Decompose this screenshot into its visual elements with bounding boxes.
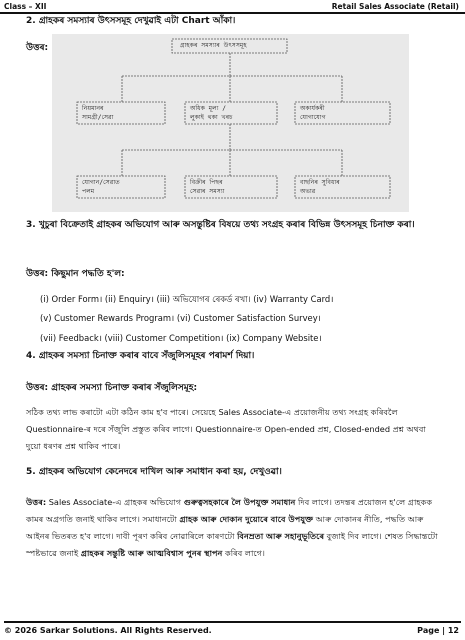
answer-3-label: উত্তৰ: কিছুমান পদ্ধতি হ'ল: [26,269,125,279]
page-footer [0,620,465,640]
answer-4-body: সঠিক তথ্য লাভ কৰাটো এটা কঠিন কাম হ'ব পাৰে। সেয়েহে Sales Associate-এ প্ৰয়োজনীয় তথ্য সংগ্ৰহ কৰিবলৈ Questionnaire-ৰ দৰে সঁজুলি প্ৰস্তুত কৰিব লাগে। Questionnaire-ত Open-ended প্ৰশ্ন, Closed-ended প্ৰশ্ন অথবা দুয়ো ধৰণৰ প্ৰশ্ন থাকিব পাৰে। [26,407,426,451]
subject-label: Retail Sales Associate (Retail) [331,2,459,11]
page-header [0,0,465,14]
chart-node-low-quality: নিয়মানৰ সামগ্ৰী/সেৱা [82,105,114,121]
answer-2-label: উত্তৰ: [26,43,49,53]
question-4: 4. গ্ৰাহকৰ সমস্যা চিনাক্ত কৰাৰ বাবে সঁজুলিসমূহৰ পৰামৰ্শ দিয়া। [26,351,255,361]
chart-node-high-price: অধিক মূল্য / লুকাই থকা খৰচ [190,105,233,121]
chart-node-poor-communication: অকাৰ্যকৰী যোগাযোগ [300,105,326,121]
methods-line-1: (i) Order Form। (ii) Enquiry। (iii) অভিযোগৰ ৰেকৰ্ড ৰখা। (iv) Warranty Card। [40,294,334,304]
answer-5-body: উত্তৰ: Sales Associate-এ গ্ৰাহকৰ অভিযোগ গুৰুত্বসহকাৰে লৈ উপযুক্ত সমাধান দিব লাগে। তদন্তৰ প্ৰয়োজন হ'লে গ্ৰাহকক কামৰ অগ্ৰগতি জনাই থাকিব লাগে। সমাধানটো গ্ৰাহক আৰু দোকান দুয়োৰে বাবে উপযুক্ত আৰু দোকানৰ নীতি, পদ্ধতি আৰু আইনৰ ভিতৰত হ'ব লাগে। দাবী পূৰণ কৰিব নোৱাৰিলে কাৰণটো বিনম্ৰতা আৰু সহানুভূতিৰে বুজাই দিব লাগে। শেষত সিদ্ধান্তটো স্পষ্টভাৱে জনাই গ্ৰাহকৰ সন্তুষ্টি আৰু আত্মবিশ্বাস পুনৰ স্থাপন কৰিব লাগে। [26,497,438,558]
chart-node-delivery-delay: যোগান/সেৱাত পলম [82,179,120,195]
methods-line-3: (vii) Feedback। (viii) Customer Competition। (ix) Company Website। [40,333,322,343]
question-5: 5. গ্ৰাহকৰ অভিযোগ কেনেদৰে দাখিল আৰু সমাধান কৰা হয়, দেখুওৱা। [26,467,282,477]
problem-sources-chart [52,34,409,212]
chart-root-node: গ্ৰাহকৰ সমস্যাৰ উৎসসমূহ [180,42,247,49]
question-2: 2. গ্ৰাহকৰ সমস্যাৰ উৎসসমূহ দেখুৱাই এটা Chart আঁকা। [26,16,236,26]
page-number: Page | 12 [417,626,459,635]
chart-node-lack-of-choice: বাছনিৰ সুবিধাৰ অভাৱ [300,179,340,195]
footer-rule [4,621,461,623]
question-3: 3. খুচুৰা বিক্ৰেতাই গ্ৰাহকৰ অভিযোগ আৰু অসন্তুষ্টিৰ বিষয়ে তথ্য সংগ্ৰহ কৰাৰ বিভিন্ন উৎসসমূহ চিনাক্ত কৰা। [26,220,415,230]
methods-line-2: (v) Customer Rewards Program। (vi) Customer Satisfaction Survey। [40,313,321,323]
copyright-text: © 2026 Sarkar Solutions. All Rights Reserved. [4,626,212,635]
chart-node-after-sales: বিক্ৰীৰ পিছৰ সেৱাৰ সমস্যা [190,179,225,195]
answer-4-label: উত্তৰ: গ্ৰাহকৰ সমস্যা চিনাক্ত কৰাৰ সঁজুলিসমূহ: [26,383,198,393]
class-label: Class – XII [4,2,47,11]
